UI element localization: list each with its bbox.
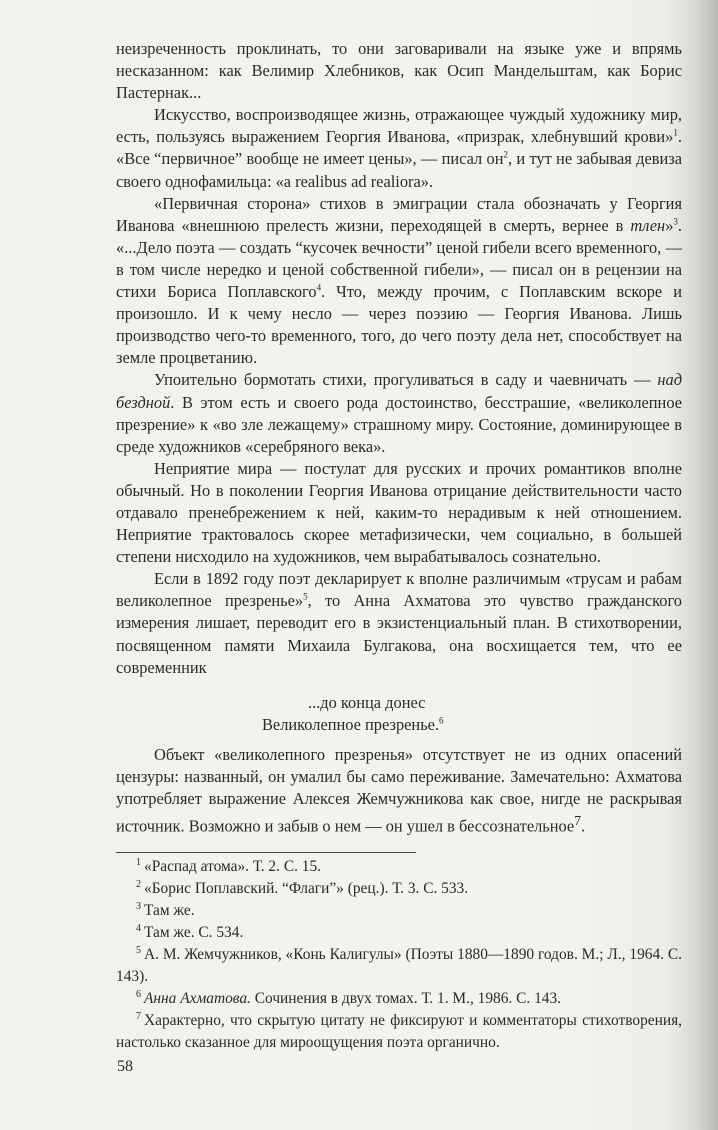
paragraph — [116, 38, 682, 104]
text-run: . В этом есть и своего рода достоинство, бесстрашие, «великолепное презрение» к «во зле лежащему» страшному миру. Состояние, доминирующее в среде художников «серебряного века». — [116, 392, 682, 456]
footnote-ref: 3 — [673, 216, 678, 227]
paragraph — [116, 193, 682, 370]
footnote-ref: 2 — [503, 150, 508, 160]
text-run: . «...Дело поэта — создать “кусочек вечности” ценой гибели всего временного, — в том числе нередко и ценой собственной гибели», — писал он в рецензии на стихи Бориса Поплавского — [116, 215, 682, 302]
paragraph — [116, 744, 682, 838]
footnote-ref: 7 — [574, 813, 582, 829]
text-run: «Первичная сторона» стихов в эмиграции стала обозначать у Георгия Иванова «внешнюю прелесть жизни, переходящей в смерть, вернее в — [116, 193, 682, 235]
text-run: неизреченность проклинать, то они заговаривали на языке уже и впрямь несказанном: как Велимир Хлебников, как Осип Мандельштам, как Борис Пастернак... — [116, 39, 682, 103]
paragraph — [116, 568, 682, 678]
main-text-continued — [116, 744, 682, 838]
text-run: » — [665, 215, 674, 235]
main-text — [116, 38, 682, 679]
text-run: «Борис Поплавский. “Флаги”» (рец.). Т. 3. С. 533. — [144, 880, 469, 897]
text-run: . «Все “первичное” вообще не имеет цены», — писал он — [116, 127, 682, 169]
footnote — [116, 988, 682, 1010]
text-run: Искусство, воспроизводящее жизнь, отражающее чуждый художнику мир, есть, пользуясь выражением Георгия Иванова, «призрак, хлебнувший крови» — [116, 105, 682, 147]
paragraph — [116, 104, 682, 192]
text-run: , и тут не забывая девиза своего однофамильца: «a realibus ad realiora». — [116, 149, 682, 191]
footnote — [116, 922, 682, 944]
footnote-number: 1 — [136, 856, 141, 868]
footnote-divider — [116, 852, 416, 853]
footnote — [116, 944, 682, 988]
footnote-number: 2 — [136, 878, 141, 890]
text-run: Неприятие мира — постулат для русских и прочих романтиков вполне обычный. Но в поколении Георгия Иванова отрицание действительности часто отдавало пренебрежением к ней, каким-то нерадивым к ней отношением. Неприятие трактовалось скорее метафизически, чем социально, в большей степени нисходило на художников, чем вырабатывалось сознательно. — [116, 458, 682, 567]
italic-text: Анна Ахматова. — [144, 990, 251, 1007]
quote-line: ...до конца донес — [308, 693, 426, 712]
footnote-number: 3 — [136, 900, 141, 912]
text-run: Сочинения в двух томах. Т. 1. М., 1986. С. 143. — [250, 990, 562, 1007]
text-run: «Распад атома». Т. 2. С. 15. — [144, 858, 322, 875]
text-run: Там же. — [144, 902, 195, 919]
footnote-ref: 4 — [316, 282, 322, 293]
text-run: Если в 1892 году поэт декларирует к вполне различимым «трусам и рабам великолепное презренье» — [116, 569, 682, 611]
quote-line: Великолепное презренье.$^6$ — [262, 715, 444, 734]
paragraph — [116, 458, 682, 568]
footnote-number: 6 — [136, 988, 141, 1000]
text-run: Упоительно бормотать стихи, прогуливаться в саду и чаевничать — — [154, 370, 658, 390]
footnote-ref: 1 — [673, 127, 678, 138]
footnote-ref: 6 — [439, 715, 444, 726]
footnote-ref: 5 — [303, 591, 308, 602]
page-number: 58 — [117, 1058, 133, 1075]
footnote-number: 7 — [136, 1010, 141, 1022]
text-run: Там же. С. 534. — [144, 924, 244, 941]
footnote — [116, 900, 682, 922]
text-run: . Что, между прочим, с Поплавским вскоре и произошло. И к чему несло — через поэзию — Георгия Иванова. Лишь производство чего-то временного, того, до чего поэту дела нет, способствует на земле процветанию. — [116, 282, 682, 368]
text-run: , то Анна Ахматова это чувство гражданского измерения лишает, переводит его в экзистенциальный план. В стихотворении, посвященном памяти Михаила Булгакова, она восхищается тем, что ее современник — [116, 591, 682, 677]
footnote — [116, 878, 682, 900]
footnote-number: 5 — [136, 944, 141, 956]
text-run: . — [581, 816, 586, 836]
text-run: А. М. Жемчужников, «Конь Калигулы» (Поэты 1880—1890 годов. М.; Л., 1964. С. 143). — [116, 946, 682, 985]
footnote-number: 4 — [136, 922, 141, 934]
text-run: Характерно, что скрытую цитату не фиксируют и комментаторы стихотворения, настолько сказанное для мироощущения поэта органично. — [116, 1012, 682, 1051]
italic-text: над бездной — [116, 370, 682, 412]
paragraph — [116, 369, 682, 457]
footnote — [116, 856, 682, 878]
footnotes — [116, 856, 682, 1054]
italic-text: тлен — [630, 215, 666, 235]
text-run: Объект «великолепного презренья» отсутствует не из одних опасений цензуры: названный, он умалил бы само переживание. Замечательно: Ахматова употребляет выражение Алексея Жемчужникова как свое, нигде не раскрывая источник. Возможно и забыв о нем — он ушел в бессознательное — [116, 745, 682, 836]
footnote — [116, 1010, 682, 1054]
